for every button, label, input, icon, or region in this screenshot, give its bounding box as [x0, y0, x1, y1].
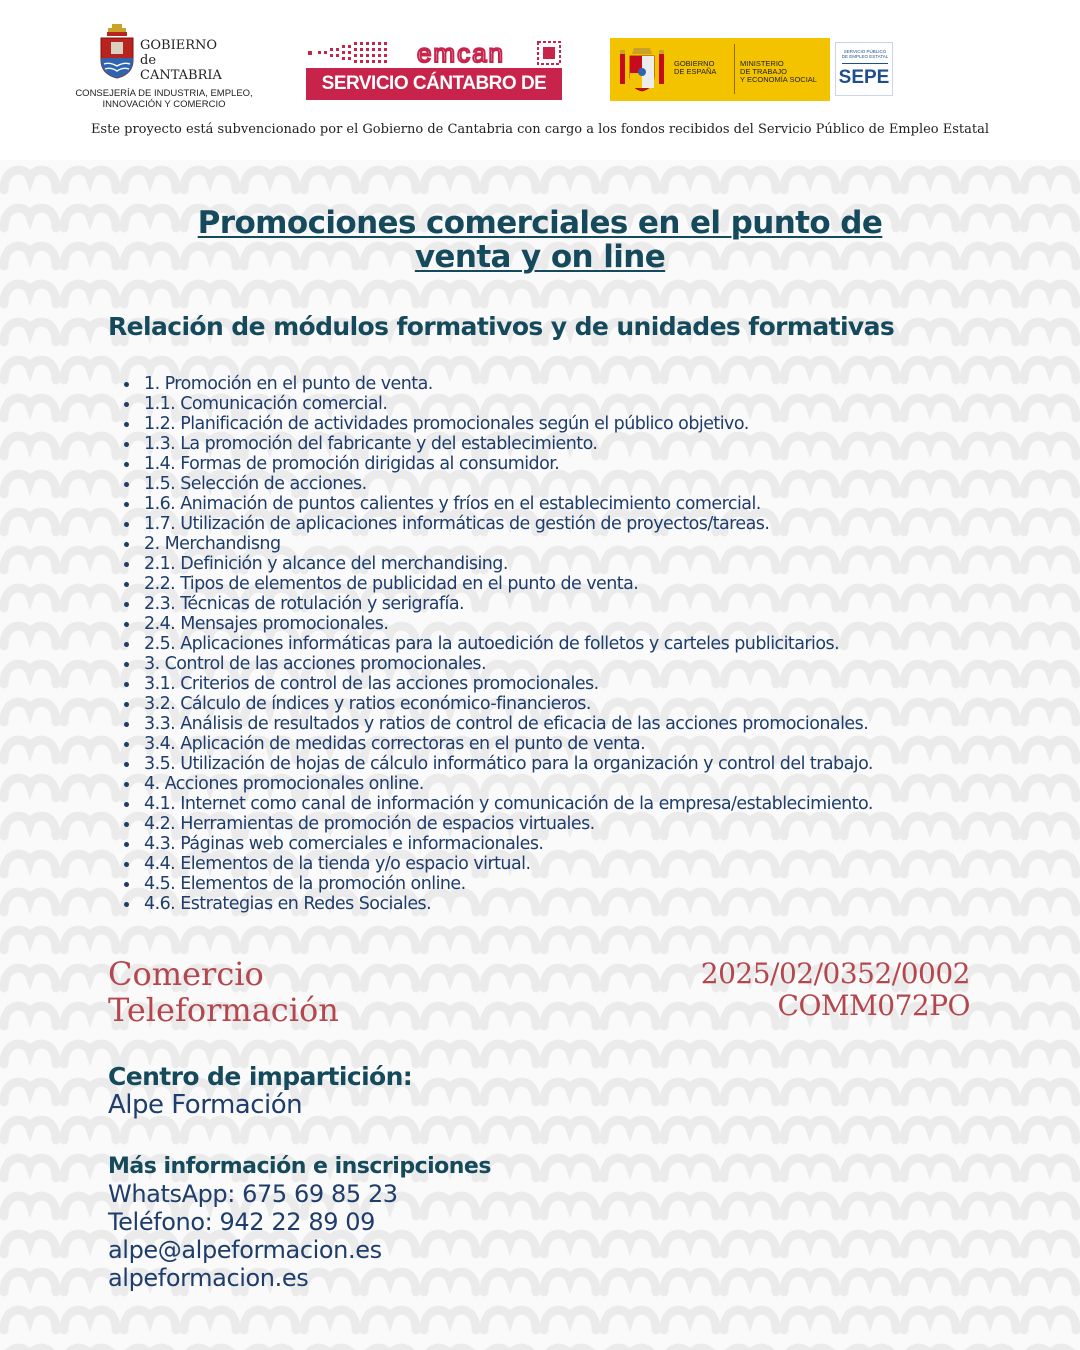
list-item: 3. Control de las acciones promocionales. [120, 654, 1020, 674]
list-item: 2.3. Técnicas de rotulación y serigrafía. [120, 594, 1020, 614]
modules-list [120, 374, 1020, 914]
list-item: 4.6. Estrategias en Redes Sociales. [120, 894, 1020, 914]
course-codes-block [701, 958, 970, 1022]
espana-divider [734, 44, 735, 94]
list-item: 4. Acciones promocionales online. [120, 774, 1020, 794]
ministerio-line-3: Y ECONOMÍA SOCIAL [740, 75, 817, 84]
ministerio-line-2: DE TRABAJO [740, 67, 787, 76]
list-item: 3.5. Utilización de hojas de cálculo informático para la organización y control del trabajo. [120, 754, 1020, 774]
list-item: 1. Promoción en el punto de venta. [120, 374, 1020, 394]
list-item: 1.4. Formas de promoción dirigidas al consumidor. [120, 454, 1020, 474]
list-item: 1.2. Planificación de actividades promocionales según el público objetivo. [120, 414, 1020, 434]
list-item: 3.4. Aplicación de medidas correctoras en el punto de venta. [120, 734, 1020, 754]
espana-line-2: DE ESPAÑA [674, 67, 717, 76]
list-item: 2.4. Mensajes promocionales. [120, 614, 1020, 634]
emcan-wordmark-text: emcan [416, 40, 506, 66]
list-item: 4.5. Elementos de la promoción online. [120, 874, 1020, 894]
list-item: 4.2. Herramientas de promoción de espacios virtuales. [120, 814, 1020, 834]
emcan-logo [306, 40, 562, 126]
cantabria-line-1: GOBIERNO [140, 38, 218, 53]
website-link[interactable]: alpeformacion.es [108, 1264, 309, 1292]
course-code: COMM072PO [777, 989, 970, 1022]
cantabria-line-3: CANTABRIA [140, 68, 222, 83]
sepe-rule [842, 63, 888, 64]
list-item: 1.7. Utilización de aplicaciones informáticas de gestión de proyectos/tareas. [120, 514, 1020, 534]
list-item: 2.5. Aplicaciones informáticas para la autoedición de folletos y carteles publicitarios. [120, 634, 1020, 654]
gobierno-espana-ministerio-logo [610, 38, 830, 101]
emcan-service-bar: SERVICIO CÁNTABRO DE EMPLEO [306, 68, 562, 100]
center-label: Centro de impartición: [108, 1062, 413, 1091]
list-item: 1.3. La promoción del fabricante y del establecimiento. [120, 434, 1020, 454]
modules-heading: Relación de módulos formativos y de unidades formativas [108, 312, 895, 341]
list-item: 3.2. Cálculo de índices y ratios económico-financieros. [120, 694, 1020, 714]
sepe-small-line-1: SERVICIO PÚBLICO [843, 49, 887, 54]
sepe-small-line-2: DE EMPLEO ESTATAL [841, 54, 889, 59]
cantabria-line-2: de [140, 53, 157, 68]
emcan-wordmark [306, 40, 562, 66]
list-item: 2. Merchandisng [120, 534, 1020, 554]
course-title [140, 206, 940, 274]
list-item: 2.2. Tipos de elementos de publicidad en el punto de venta. [120, 574, 1020, 594]
course-modality: Teleformación [108, 991, 339, 1029]
cantabria-coat-of-arms-icon [98, 22, 136, 80]
course-title-line-2: venta y on line [414, 239, 666, 275]
funding-note: Este proyecto está subvencionado por el Gobierno de Cantabria con cargo a los fondos recibidos del Servicio Público de Empleo Estatal [90, 122, 990, 137]
list-item: 1.1. Comunicación comercial. [120, 394, 1020, 414]
spain-coat-of-arms-icon [618, 44, 666, 94]
espana-line-1: GOBIERNO [674, 59, 715, 68]
list-item: 1.6. Animación de puntos calientes y fríos en el establecimiento comercial. [120, 494, 1020, 514]
file-code: 2025/02/0352/0002 [700, 957, 970, 990]
list-item: 2.1. Definición y alcance del merchandising. [120, 554, 1020, 574]
list-item: 4.1. Internet como canal de información y comunicación de la empresa/establecimiento. [120, 794, 1020, 814]
whatsapp-contact[interactable]: WhatsApp: 675 69 85 23 [108, 1180, 398, 1208]
info-label: Más información e inscripciones [108, 1154, 491, 1179]
list-item: 1.5. Selección de acciones. [120, 474, 1020, 494]
list-item: 3.3. Análisis de resultados y ratios de control de eficacia de las acciones promocionales. [120, 714, 1020, 734]
consejeria-line-2: INNOVACIÓN Y COMERCIO [102, 99, 226, 110]
gobierno-cantabria-logo [68, 18, 260, 114]
list-item: 4.3. Páginas web comerciales e informacionales. [120, 834, 1020, 854]
header-logos [0, 0, 1080, 160]
course-title-line-1: Promociones comerciales en el punto de [197, 205, 883, 241]
email-link[interactable]: alpe@alpeformacion.es [108, 1236, 382, 1264]
sepe-logo [835, 42, 893, 96]
course-area-block [108, 956, 339, 1028]
ministerio-line-1: MINISTERIO [740, 59, 784, 68]
consejeria-line-1: CONSEJERÍA DE INDUSTRIA, EMPLEO, [75, 88, 253, 99]
list-item: 3.1. Criterios de control de las acciones promocionales. [120, 674, 1020, 694]
course-area: Comercio [108, 955, 264, 993]
list-item: 4.4. Elementos de la tienda y/o espacio virtual. [120, 854, 1020, 874]
center-name: Alpe Formación [108, 1090, 303, 1120]
phone-contact[interactable]: Teléfono: 942 22 89 09 [108, 1208, 376, 1236]
sepe-acronym: SEPE [838, 67, 890, 88]
